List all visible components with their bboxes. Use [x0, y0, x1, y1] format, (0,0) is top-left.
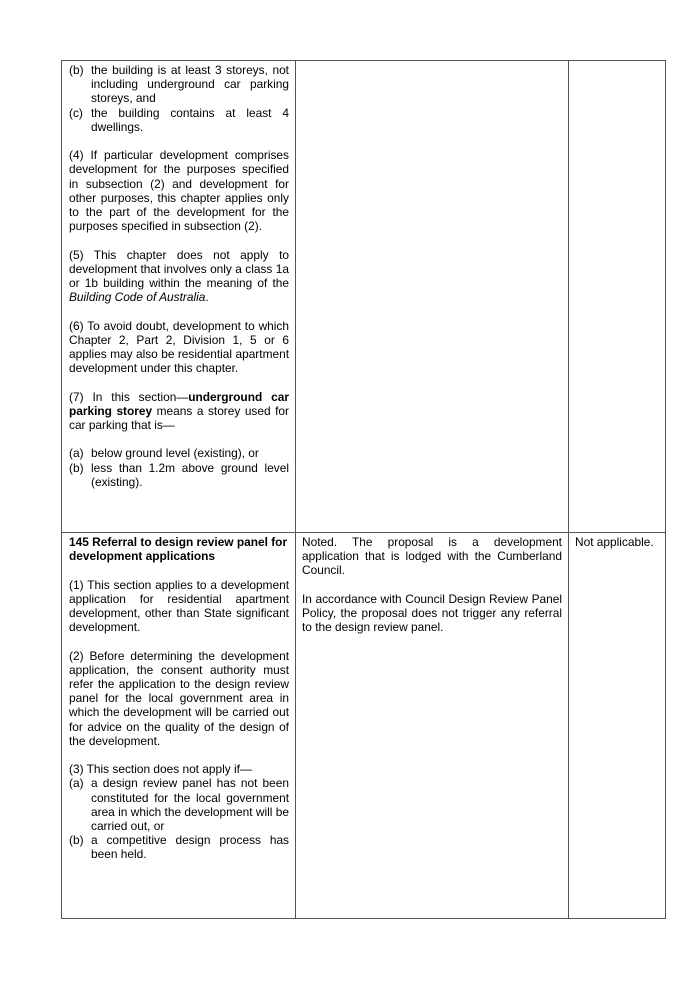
comment-paragraph: Noted. The proposal is a development application that is lodged with the Cumberland Council. — [302, 535, 562, 578]
subsection-5-italic: Building Code of Australia — [69, 290, 206, 305]
list-item-text: the building contains at least 4 dwellings. — [91, 105, 289, 134]
list-item — [69, 833, 289, 861]
subsection-1: (1) This section applies to a development application for residential apartment development, other than State significant development. — [69, 577, 289, 635]
list-item-label: (a) — [69, 776, 84, 791]
subsection-3: (3) This section does not apply if— — [69, 762, 252, 777]
list-item-text: the building is at least 3 storeys, not including underground car parking storeys, and — [91, 63, 289, 106]
comment-paragraph: In accordance with Council Design Review Panel Policy, the proposal does not trigger any referral to the design review panel. — [302, 591, 562, 635]
comment-cell — [296, 61, 569, 533]
subsection-7-text: (7) In this section— — [69, 389, 189, 404]
control-cell — [62, 61, 296, 533]
list-item-label: (b) — [69, 460, 84, 475]
list-item-label: (c) — [69, 105, 83, 120]
subsection-7 — [69, 390, 289, 433]
list-item-label: (a) — [69, 446, 84, 461]
list-item-text: a design review panel has not been constituted for the local government area in which the development will be carried out, or — [91, 776, 289, 834]
list-item — [69, 63, 289, 106]
subsection-5 — [69, 248, 289, 305]
subsection-7-definition: means a storey used for car parking that is— — [69, 403, 289, 433]
list-item-text: below ground level (existing), or — [91, 446, 259, 461]
compliance-cell — [569, 61, 666, 533]
table-row — [62, 61, 666, 533]
list-item-label: (b) — [69, 833, 84, 848]
list-item-text: a competitive design process has been held. — [91, 833, 289, 862]
control-cell — [62, 533, 296, 919]
list-item — [69, 461, 289, 489]
subsection-4: (4) If particular development comprises development for the purposes specified in subsection (2) and development for other purposes, this chapter applies only to the part of the development for the purposes specified in subsection (2). — [69, 148, 289, 234]
list-item — [69, 776, 289, 833]
list-item-label: (b) — [69, 63, 84, 77]
comment-cell — [296, 533, 569, 919]
list-item — [69, 106, 289, 134]
subsection-6: (6) To avoid doubt, development to which Chapter 2, Part 2, Division 1, 5 or 6 applies may also be residential apartment development under this chapter. — [69, 318, 289, 376]
compliance-table — [61, 60, 666, 919]
list-item — [69, 446, 289, 460]
section-heading: 145 Referral to design review panel for development applications — [69, 535, 288, 564]
compliance-status: Not applicable. — [575, 535, 654, 549]
table-row — [62, 533, 666, 919]
subsection-5-end: . — [205, 290, 209, 305]
subsection-7-term: underground car parking storey — [69, 389, 289, 418]
subsection-5-text: (5) This chapter does not apply to development that involves only a class 1a or 1b building within the meaning of the — [69, 247, 289, 291]
compliance-cell — [569, 533, 666, 919]
list-item-text: less than 1.2m above ground level (existing). — [91, 460, 289, 489]
subsection-2: (2) Before determining the development application, the consent authority must refer the application to the design review panel for the local government area in which the development will be carried out for advice on the quality of the design of the development. — [69, 648, 289, 748]
